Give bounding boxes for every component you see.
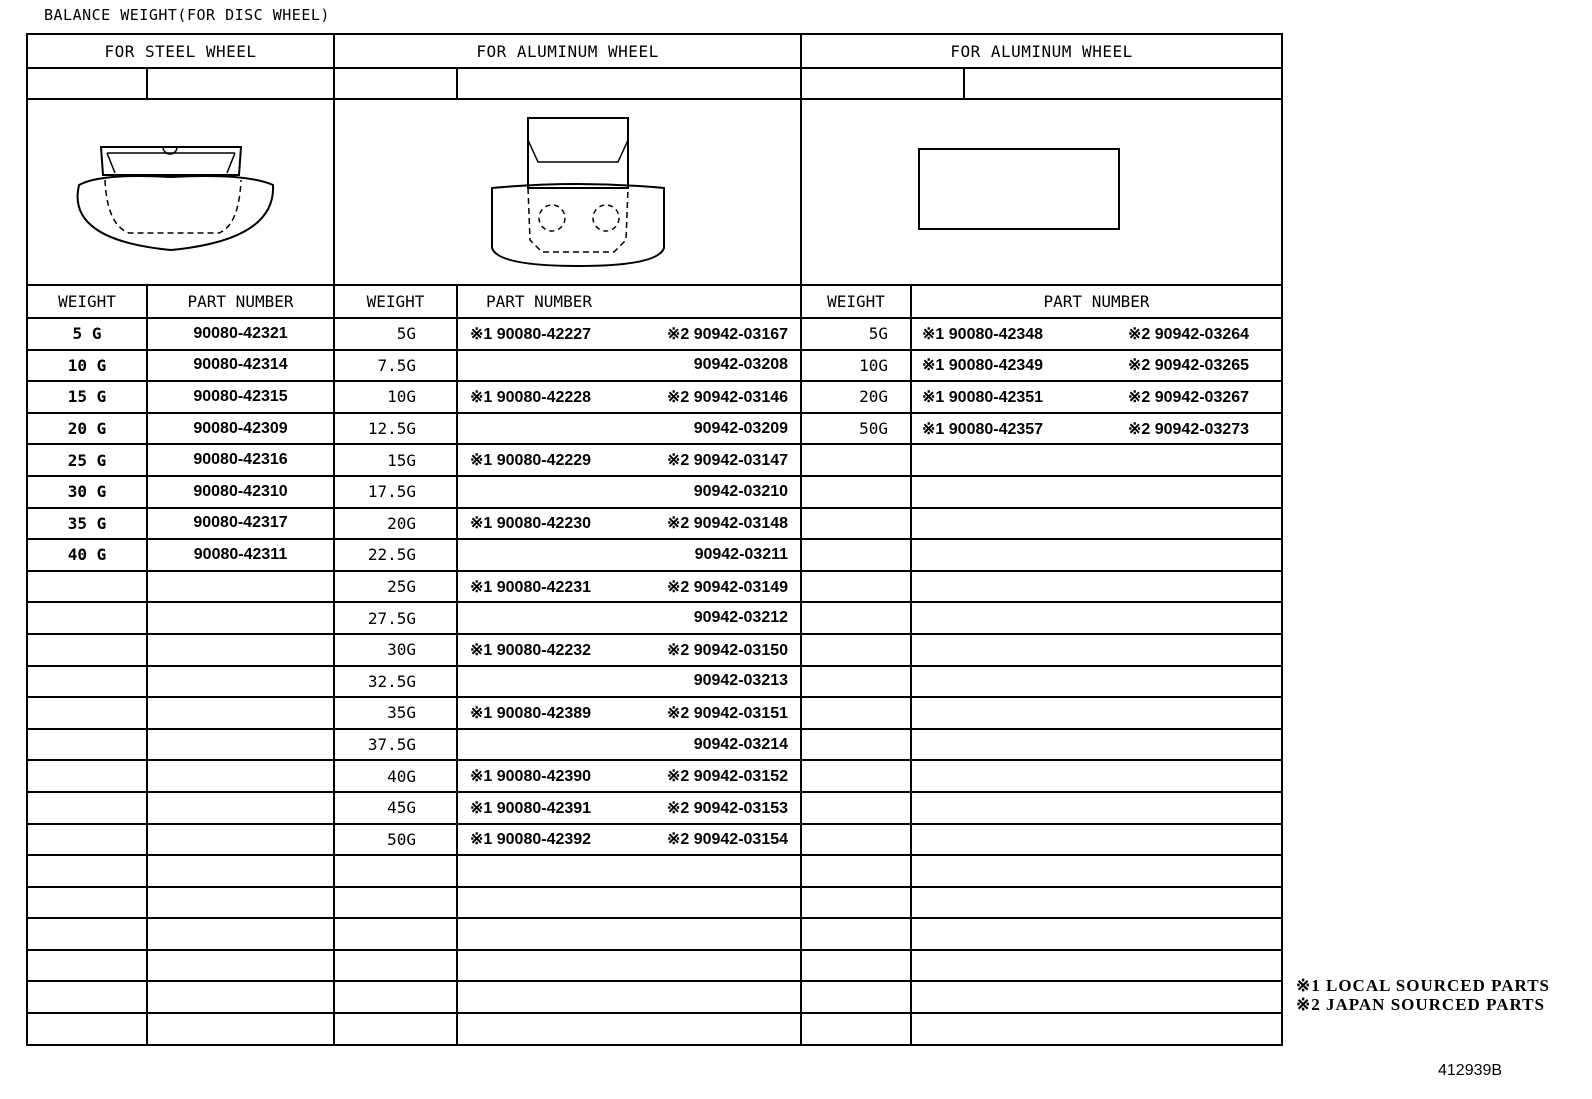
aluminum-a-part-number-cell <box>457 981 801 1013</box>
aluminum-a-part-number-cell <box>457 571 801 603</box>
aluminum-b-part-number-cell <box>911 318 1282 350</box>
japan-part-number: ※2 90942-03149 <box>666 578 789 596</box>
steel-weight-cell <box>27 981 147 1013</box>
steel-part-number-cell <box>147 760 334 792</box>
table-row <box>27 508 1282 540</box>
aluminum-a-weight-illustration <box>334 99 801 285</box>
aluminum-a-weight-cell: 15G <box>334 444 457 476</box>
local-part-number: ※1 90080-42390 <box>470 768 592 786</box>
aluminum-b-weight-cell: 20G <box>801 381 911 413</box>
aluminum-b-weight-cell <box>801 571 911 603</box>
table-row <box>27 824 1282 856</box>
steel-part-number-cell <box>147 697 334 729</box>
local-part-number: ※1 90080-42232 <box>470 641 592 659</box>
aluminum-a-weight-cell: 35G <box>334 697 457 729</box>
adhesive-weight-icon <box>915 145 1125 235</box>
aluminum-b-part-number-cell <box>911 697 1282 729</box>
col-part-number-steel: PART NUMBER <box>147 285 334 318</box>
part-number-pair <box>912 387 1281 407</box>
steel-weight-cell <box>27 824 147 856</box>
aluminum-b-part-number-cell <box>911 824 1282 856</box>
aluminum-a-part-number-cell <box>457 824 801 856</box>
aluminum-b-weight-cell <box>801 981 911 1013</box>
col-weight-steel: WEIGHT <box>27 285 147 318</box>
part-number-pair <box>458 736 800 754</box>
local-part-number: ※1 90080-42228 <box>470 388 592 406</box>
document-title: BALANCE WEIGHT(FOR DISC WHEEL) <box>44 6 330 24</box>
japan-part-number: 90942-03211 <box>694 545 789 563</box>
local-part-number: ※1 90080-42349 <box>922 357 1044 375</box>
japan-part-number: ※2 90942-03146 <box>666 388 789 406</box>
aluminum-b-weight-cell: 10G <box>801 350 911 382</box>
aluminum-a-weight-cell: 40G <box>334 760 457 792</box>
steel-weight-cell <box>27 1013 147 1045</box>
table-row <box>27 760 1282 792</box>
aluminum-a-weight-cell: 20G <box>334 508 457 540</box>
aluminum-a-part-number-cell <box>457 508 801 540</box>
aluminum-a-weight-cell: 37.5G <box>334 729 457 761</box>
table-row <box>27 444 1282 476</box>
aluminum-a-weight-cell: 10G <box>334 381 457 413</box>
table-row <box>27 729 1282 761</box>
aluminum-a-part-number-cell <box>457 634 801 666</box>
table-row <box>27 381 1282 413</box>
aluminum-b-weight-cell <box>801 602 911 634</box>
aluminum-a-part-number-cell <box>457 792 801 824</box>
steel-weight-cell <box>27 697 147 729</box>
note-japan: ※2 JAPAN SOURCED PARTS <box>1296 995 1545 1014</box>
col-weight-aluminum-a: WEIGHT <box>334 285 457 318</box>
part-number-pair <box>912 419 1281 439</box>
steel-weight-cell: 20 G <box>27 413 147 445</box>
steel-weight-cell <box>27 602 147 634</box>
aluminum-b-weight-cell: 50G <box>801 413 911 445</box>
local-part-number: ※1 90080-42357 <box>922 420 1044 438</box>
aluminum-a-weight-cell: 32.5G <box>334 666 457 698</box>
aluminum-b-part-number-cell <box>911 444 1282 476</box>
steel-part-number-cell: 90080-42310 <box>147 476 334 508</box>
japan-part-number: ※2 90942-03264 <box>1127 325 1250 343</box>
aluminum-a-part-number-cell <box>457 350 801 382</box>
steel-weight-cell <box>27 729 147 761</box>
aluminum-b-part-number-cell <box>911 350 1282 382</box>
aluminum-b-weight-cell <box>801 887 911 919</box>
aluminum-b-part-number-cell <box>911 887 1282 919</box>
local-part-number: ※1 90080-42227 <box>470 325 592 343</box>
steel-weight-cell <box>27 634 147 666</box>
steel-part-number-cell <box>147 729 334 761</box>
aluminum-a-weight-cell: 30G <box>334 634 457 666</box>
steel-part-number-cell <box>147 824 334 856</box>
aluminum-b-weight-cell <box>801 855 911 887</box>
table-row <box>27 318 1282 350</box>
aluminum-b-part-number-cell <box>911 729 1282 761</box>
japan-part-number: ※2 90942-03267 <box>1127 388 1250 406</box>
note-local: ※1 LOCAL SOURCED PARTS <box>1296 976 1551 995</box>
steel-weight-cell: 25 G <box>27 444 147 476</box>
aluminum-a-weight-cell: 7.5G <box>334 350 457 382</box>
aluminum-a-weight-cell <box>334 1013 457 1045</box>
aluminum-a-weight-cell <box>334 950 457 982</box>
aluminum-a-weight-cell <box>334 887 457 919</box>
steel-weight-cell: 40 G <box>27 539 147 571</box>
steel-weight-cell <box>27 950 147 982</box>
steel-weight-cell: 5 G <box>27 318 147 350</box>
japan-part-number: ※2 90942-03154 <box>666 831 789 849</box>
aluminum-a-weight-cell: 45G <box>334 792 457 824</box>
steel-part-number-cell <box>147 792 334 824</box>
aluminum-a-part-number-cell <box>457 887 801 919</box>
steel-part-number-cell <box>147 981 334 1013</box>
table-row <box>27 571 1282 603</box>
part-number-pair <box>458 798 800 818</box>
local-part-number: ※1 90080-42348 <box>922 325 1044 343</box>
aluminum-a-part-number-cell <box>457 381 801 413</box>
table-row <box>27 539 1282 571</box>
aluminum-b-weight-cell <box>801 508 911 540</box>
steel-part-number-cell <box>147 602 334 634</box>
aluminum-b-part-number-cell <box>911 981 1282 1013</box>
aluminum-b-part-number-cell <box>911 539 1282 571</box>
part-number-pair <box>912 355 1281 375</box>
aluminum-b-weight-cell <box>801 760 911 792</box>
japan-part-number: ※2 90942-03167 <box>666 325 789 343</box>
blank-cell <box>801 68 1282 99</box>
aluminum-b-part-number-cell <box>911 381 1282 413</box>
part-number-pair <box>458 577 800 597</box>
aluminum-b-part-number-cell <box>911 413 1282 445</box>
aluminum-a-part-number-cell <box>457 697 801 729</box>
steel-weight-cell: 30 G <box>27 476 147 508</box>
japan-part-number: ※2 90942-03147 <box>666 452 789 470</box>
steel-part-number-cell: 90080-42309 <box>147 413 334 445</box>
steel-part-number-cell: 90080-42321 <box>147 318 334 350</box>
part-number-pair <box>458 356 800 374</box>
aluminum-a-part-number-cell <box>457 1013 801 1045</box>
aluminum-b-weight-cell <box>801 824 911 856</box>
aluminum-a-part-number-cell <box>457 476 801 508</box>
aluminum-b-part-number-cell <box>911 666 1282 698</box>
table-row <box>27 792 1282 824</box>
steel-part-number-cell: 90080-42316 <box>147 444 334 476</box>
aluminum-b-weight-cell <box>801 792 911 824</box>
balance-weight-table <box>26 33 1283 1046</box>
local-part-number: ※1 90080-42231 <box>470 578 592 596</box>
steel-weight-cell <box>27 792 147 824</box>
aluminum-clip-weight-icon <box>468 110 668 270</box>
section-aluminum-b-header: FOR ALUMINUM WHEEL <box>801 34 1282 68</box>
japan-part-number: ※2 90942-03150 <box>666 641 789 659</box>
steel-part-number-cell <box>147 571 334 603</box>
aluminum-b-part-number-cell <box>911 634 1282 666</box>
aluminum-a-weight-cell: 22.5G <box>334 539 457 571</box>
aluminum-b-weight-cell <box>801 666 911 698</box>
aluminum-a-part-number-cell <box>457 318 801 350</box>
part-number-pair <box>458 546 800 564</box>
table-row <box>27 981 1282 1013</box>
steel-part-number-cell <box>147 918 334 950</box>
local-part-number: ※1 90080-42230 <box>470 515 592 533</box>
table-row <box>27 413 1282 445</box>
aluminum-a-weight-cell: 25G <box>334 571 457 603</box>
aluminum-a-weight-cell: 17.5G <box>334 476 457 508</box>
part-number-pair <box>458 609 800 627</box>
source-notes <box>1296 976 1550 1014</box>
aluminum-b-part-number-cell <box>911 571 1282 603</box>
steel-part-number-cell: 90080-42314 <box>147 350 334 382</box>
table-row <box>27 350 1282 382</box>
steel-part-number-cell: 90080-42311 <box>147 539 334 571</box>
col-part-number-aluminum-b: PART NUMBER <box>911 285 1282 318</box>
local-part-number: ※1 90080-42389 <box>470 704 592 722</box>
part-number-pair <box>458 703 800 723</box>
aluminum-b-part-number-cell <box>911 1013 1282 1045</box>
japan-part-number: ※2 90942-03148 <box>666 515 789 533</box>
steel-part-number-cell <box>147 950 334 982</box>
aluminum-a-weight-cell: 5G <box>334 318 457 350</box>
aluminum-b-part-number-cell <box>911 918 1282 950</box>
table-row <box>27 634 1282 666</box>
japan-part-number: ※2 90942-03265 <box>1127 357 1250 375</box>
aluminum-b-weight-cell <box>801 444 911 476</box>
blank-cell <box>334 68 457 99</box>
steel-part-number-cell <box>147 855 334 887</box>
aluminum-a-part-number-cell <box>457 950 801 982</box>
aluminum-b-part-number-cell <box>911 508 1282 540</box>
aluminum-b-weight-cell <box>801 476 911 508</box>
japan-part-number: ※2 90942-03152 <box>666 768 789 786</box>
part-number-pair <box>458 420 800 438</box>
local-part-number: ※1 90080-42392 <box>470 831 592 849</box>
aluminum-b-weight-cell <box>801 1013 911 1045</box>
aluminum-a-weight-cell <box>334 918 457 950</box>
japan-part-number: 90942-03212 <box>693 609 789 627</box>
part-number-pair <box>458 640 800 660</box>
japan-part-number: 90942-03209 <box>693 419 789 437</box>
table-row <box>27 950 1282 982</box>
local-part-number: ※1 90080-42229 <box>470 452 592 470</box>
aluminum-a-part-number-cell <box>457 760 801 792</box>
illustration-code: 412939B <box>1438 1062 1503 1079</box>
steel-clip-weight-icon <box>71 125 291 255</box>
col-part-number-aluminum-a: PART NUMBER <box>457 285 801 318</box>
aluminum-b-weight-illustration <box>801 99 1282 285</box>
part-number-pair <box>458 387 800 407</box>
part-number-pair <box>458 450 800 470</box>
aluminum-a-part-number-cell <box>457 855 801 887</box>
japan-part-number: ※2 90942-03153 <box>666 799 789 817</box>
aluminum-a-part-number-cell <box>457 444 801 476</box>
steel-part-number-cell: 90080-42317 <box>147 508 334 540</box>
steel-part-number-cell <box>147 1013 334 1045</box>
part-number-pair <box>458 513 800 533</box>
blank-cell <box>147 68 334 99</box>
steel-weight-cell: 35 G <box>27 508 147 540</box>
part-number-pair <box>458 672 800 690</box>
aluminum-b-part-number-cell <box>911 760 1282 792</box>
table-row <box>27 697 1282 729</box>
japan-part-number: 90942-03213 <box>693 672 789 690</box>
table-row <box>27 918 1282 950</box>
aluminum-b-weight-cell: 5G <box>801 318 911 350</box>
aluminum-b-weight-cell <box>801 697 911 729</box>
steel-weight-cell <box>27 887 147 919</box>
aluminum-a-part-number-cell <box>457 918 801 950</box>
steel-weight-cell <box>27 760 147 792</box>
aluminum-a-weight-cell <box>334 855 457 887</box>
aluminum-b-part-number-cell <box>911 476 1282 508</box>
part-number-pair <box>458 483 800 501</box>
aluminum-b-part-number-cell <box>911 792 1282 824</box>
steel-weight-cell <box>27 855 147 887</box>
steel-part-number-cell <box>147 666 334 698</box>
steel-weight-cell: 10 G <box>27 350 147 382</box>
aluminum-a-weight-cell <box>334 981 457 1013</box>
steel-weight-cell <box>27 918 147 950</box>
blank-cell <box>27 68 147 99</box>
aluminum-b-weight-cell <box>801 634 911 666</box>
aluminum-a-part-number-cell <box>457 413 801 445</box>
aluminum-b-part-number-cell <box>911 855 1282 887</box>
table-row <box>27 1013 1282 1045</box>
steel-part-number-cell <box>147 634 334 666</box>
aluminum-b-weight-cell <box>801 539 911 571</box>
japan-part-number: ※2 90942-03273 <box>1127 420 1250 438</box>
japan-part-number: ※2 90942-03151 <box>666 704 789 722</box>
steel-part-number-cell: 90080-42315 <box>147 381 334 413</box>
aluminum-b-part-number-cell <box>911 602 1282 634</box>
aluminum-a-weight-cell: 50G <box>334 824 457 856</box>
aluminum-a-weight-cell: 12.5G <box>334 413 457 445</box>
aluminum-a-part-number-cell <box>457 539 801 571</box>
part-number-pair <box>458 766 800 786</box>
aluminum-a-part-number-cell <box>457 666 801 698</box>
table-row <box>27 666 1282 698</box>
section-aluminum-a-header: FOR ALUMINUM WHEEL <box>334 34 801 68</box>
aluminum-a-weight-cell: 27.5G <box>334 602 457 634</box>
blank-cell <box>457 68 801 99</box>
steel-weight-cell <box>27 666 147 698</box>
part-number-pair <box>458 324 800 344</box>
aluminum-a-part-number-cell <box>457 602 801 634</box>
japan-part-number: 90942-03210 <box>693 482 789 500</box>
steel-weight-cell <box>27 571 147 603</box>
aluminum-b-part-number-cell <box>911 950 1282 982</box>
aluminum-b-weight-cell <box>801 950 911 982</box>
table-row <box>27 887 1282 919</box>
table-row <box>27 855 1282 887</box>
aluminum-b-weight-cell <box>801 918 911 950</box>
japan-part-number: 90942-03208 <box>693 356 789 374</box>
local-part-number: ※1 90080-42391 <box>470 799 592 817</box>
aluminum-b-weight-cell <box>801 729 911 761</box>
steel-weight-illustration <box>27 99 334 285</box>
col-weight-aluminum-b: WEIGHT <box>801 285 911 318</box>
steel-weight-cell: 15 G <box>27 381 147 413</box>
steel-part-number-cell <box>147 887 334 919</box>
section-steel-header: FOR STEEL WHEEL <box>27 34 334 68</box>
table-row <box>27 476 1282 508</box>
part-number-pair <box>458 829 800 849</box>
table-row <box>27 602 1282 634</box>
local-part-number: ※1 90080-42351 <box>922 388 1044 406</box>
japan-part-number: 90942-03214 <box>693 735 789 753</box>
part-number-pair <box>912 324 1281 344</box>
aluminum-a-part-number-cell <box>457 729 801 761</box>
